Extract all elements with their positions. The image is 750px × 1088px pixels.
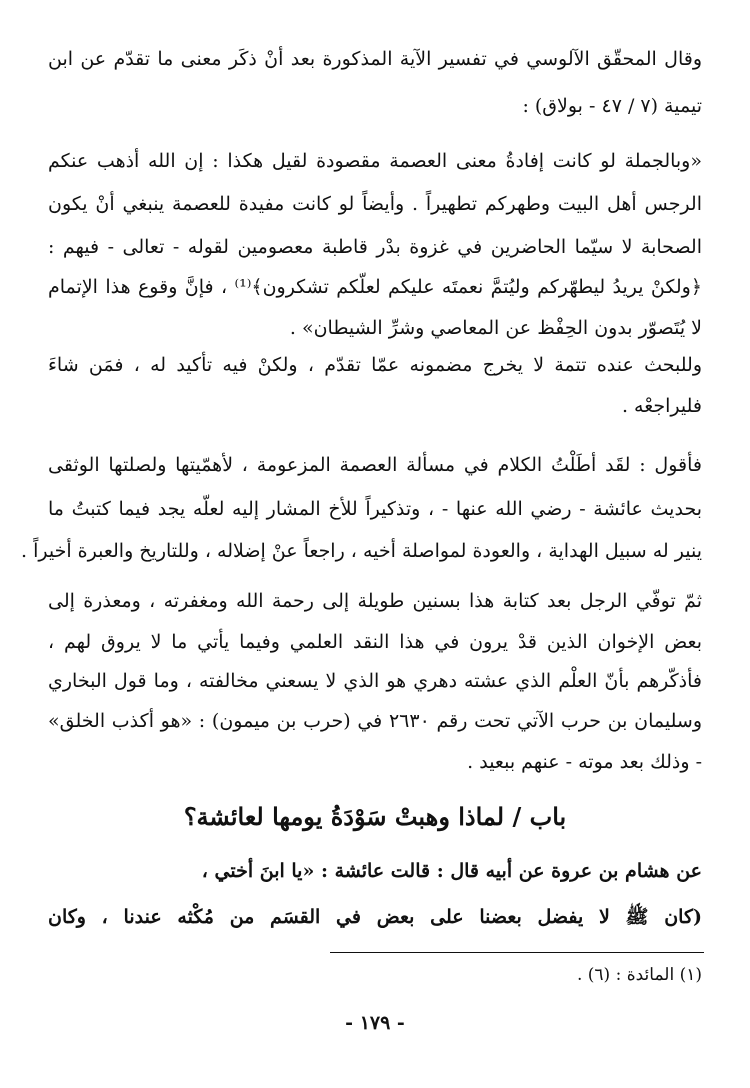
quote-line: «وبالجملة لو كانت إفادةُ معنى العصمة مقصودة لقيل هكذا : إن الله أذهب عنكم	[48, 150, 702, 172]
footnote-divider	[330, 952, 704, 953]
page-number: - ١٧٩ -	[345, 1012, 405, 1034]
footnote: (١) المائدة : (٦) .	[576, 965, 702, 985]
text-line: وسليمان بن حرب الآتي تحت رقم ٢٦٣٠ في (حرب بن ميمون) : «هو أكذب الخلق»	[48, 710, 702, 732]
quote-line: الرجس أهل البيت وطهركم تطهيراً . وأيضاً لو كانت مفيدة للعصمة ينبغي أنْ يكون	[48, 193, 702, 215]
hadith-line: عن هشام بن عروة عن أبيه قال : قالت عائشة : «يا ابنَ أختي ،	[201, 860, 702, 882]
hadith-line: (كان ﷺ لا يفضل بعضنا على بعض في القسَم من مُكْثه عندنا ، وكان	[48, 906, 702, 928]
text-line: بحديث عائشة - رضي الله عنها - ، وتذكيراً للأخ المشار إليه لعلّه يجد فيما كتبتُ ما	[48, 498, 702, 520]
text-line: فليراجعْه .	[621, 395, 702, 417]
chapter-heading: باب / لماذا وهبتْ سَوْدَةُ يومها لعائشة؟	[183, 802, 567, 831]
quran-verse-line: ﴿ولكنْ يريدُ ليطهّركم وليُتمَّ نعمتَه عليكم لعلّكم تشكرون﴾⁽¹⁾ ، فإنَّ وقوع هذا الإتمام	[48, 276, 702, 298]
text-line: - وذلك بعد موته - عنهم ببعيد .	[467, 751, 702, 773]
text-line: وللبحث عنده تتمة لا يخرج مضمونه عمّا تقدّم ، ولكنْ فيه تأكيد له ، فمَن شاءَ	[48, 354, 702, 376]
text-line: فأذكّرهم بأنّ العلْم الذي عشته دهري هو الذي لا يسعني مخالفته ، وما قول البخاري	[48, 670, 702, 692]
text-line: فأقول : لقَد أطَلْتُ الكلام في مسألة العصمة المزعومة ، لأهمّيتها ولصلتها الوثقى	[48, 454, 702, 476]
text-line: تيمية (٧ / ٤٧ - بولاق) :	[522, 95, 702, 117]
text-line: بعض الإخوان الذين قدْ يرون في هذا النقد العلمي وفيما يأتي ما لا يروق لهم ،	[48, 631, 702, 653]
text-line: وقال المحقّق الآلوسي في تفسير الآية المذكورة بعد أنْ ذكَر معنى ما تقدّم عن ابن	[48, 48, 702, 70]
text-line: ينير له سبيل الهداية ، والعودة لمواصلة أخيه ، راجعاً عنْ إضلاله ، وللتاريخ والعبرة أخيراً .	[21, 540, 702, 562]
quote-line: الصحابة لا سيّما الحاضرين في غزوة بدْر قاطبة معصومين لقوله - تعالى - فيهم :	[48, 236, 702, 258]
quote-line: لا يُتَصوّر بدون الحِفْظ عن المعاصي وشرِّ الشيطان» .	[289, 317, 702, 339]
text-line: ثمّ توفّي الرجل بعد كتابة هذا بسنين طويلة إلى رحمة الله ومغفرته ، ومعذرة إلى	[48, 590, 702, 612]
